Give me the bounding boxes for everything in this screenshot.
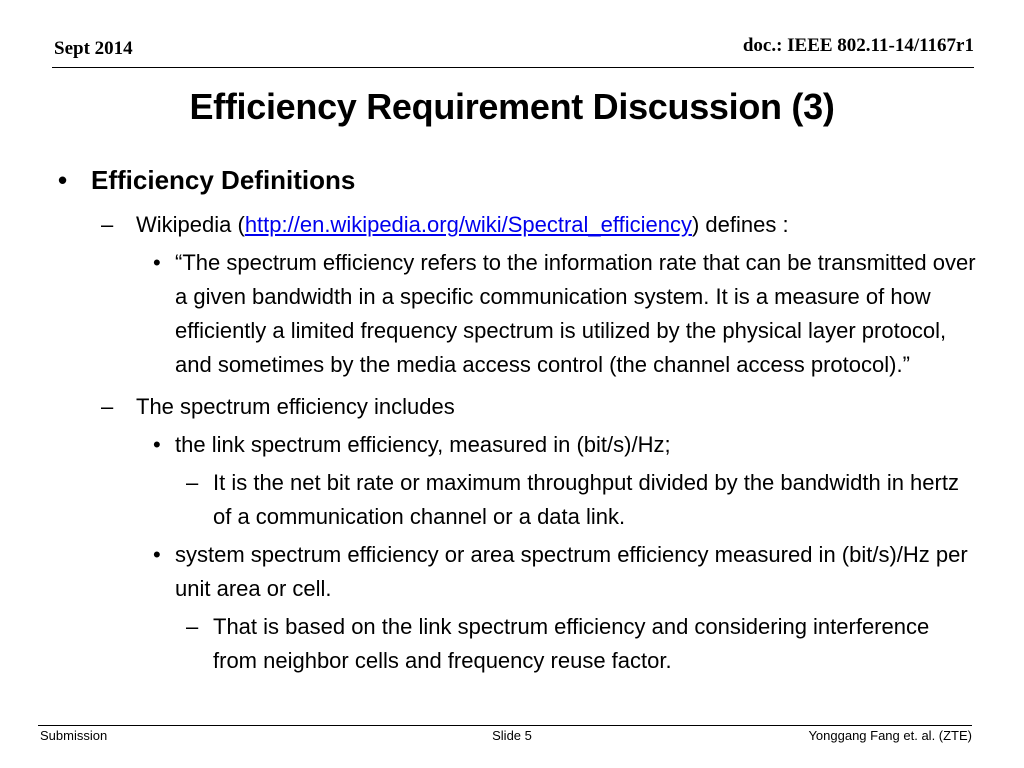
footer-authors: Yonggang Fang et. al. (ZTE): [808, 728, 972, 743]
bullet-includes: [101, 390, 978, 424]
header-date: Sept 2014: [54, 38, 133, 59]
quote-text: “The spectrum efficiency refers to the information rate that can be transmitted over a given bandwidth in a specific communication system. It is a measure of how efficiently a limited frequency spectrum is utilized by the physical layer protocol, and sometimes by the media access control (the channel access protocol).”: [175, 250, 976, 377]
bullet-marker: •: [153, 250, 161, 275]
footer-slide-number: Slide 5: [492, 728, 532, 743]
bullet-link-detail: [186, 466, 978, 534]
dash-marker: –: [101, 212, 114, 237]
slide-title: Efficiency Requirement Discussion (3): [189, 86, 835, 127]
footer-submission: Submission: [40, 728, 108, 743]
wikipedia-prefix: Wikipedia (: [136, 212, 245, 237]
bullet-system-detail: [186, 610, 978, 678]
bullet-marker: •: [58, 165, 68, 195]
bullet-marker: •: [153, 542, 161, 567]
dash-marker: –: [101, 394, 114, 419]
bullet-text: The spectrum efficiency includes: [136, 394, 455, 419]
bullet-marker: •: [153, 432, 161, 457]
bullet-text: Efficiency Definitions: [91, 165, 356, 195]
wikipedia-link[interactable]: http://en.wikipedia.org/wiki/Spectral_efficiency: [244, 212, 692, 237]
header-divider: [52, 67, 974, 68]
bullet-text: [136, 208, 978, 242]
dash-marker: –: [186, 614, 199, 639]
bullet-text: the link spectrum efficiency, measured in (bit/s)/Hz;: [175, 432, 671, 457]
dash-marker: –: [186, 470, 199, 495]
bullet-system-efficiency: [153, 538, 978, 606]
wikipedia-suffix: ) defines :: [691, 212, 789, 237]
header-doc-id: doc.: IEEE 802.11-14/1167r1: [742, 35, 974, 56]
bullet-text: It is the net bit rate or maximum throughput divided by the bandwidth in hertz of a communication channel or a data link.: [213, 470, 959, 529]
bullet-link-efficiency: [153, 428, 978, 462]
bullet-wikipedia: [101, 208, 978, 242]
footer-divider: [38, 725, 972, 726]
bullet-quote: [153, 246, 978, 382]
bullet-efficiency-definitions: [58, 160, 978, 200]
bullet-text: That is based on the link spectrum efficiency and considering interference from neighbor cells and frequency reuse factor.: [213, 614, 930, 673]
bullet-text: system spectrum efficiency or area spectrum efficiency measured in (bit/s)/Hz per unit area or cell.: [175, 542, 968, 601]
slide-body: [58, 160, 978, 678]
